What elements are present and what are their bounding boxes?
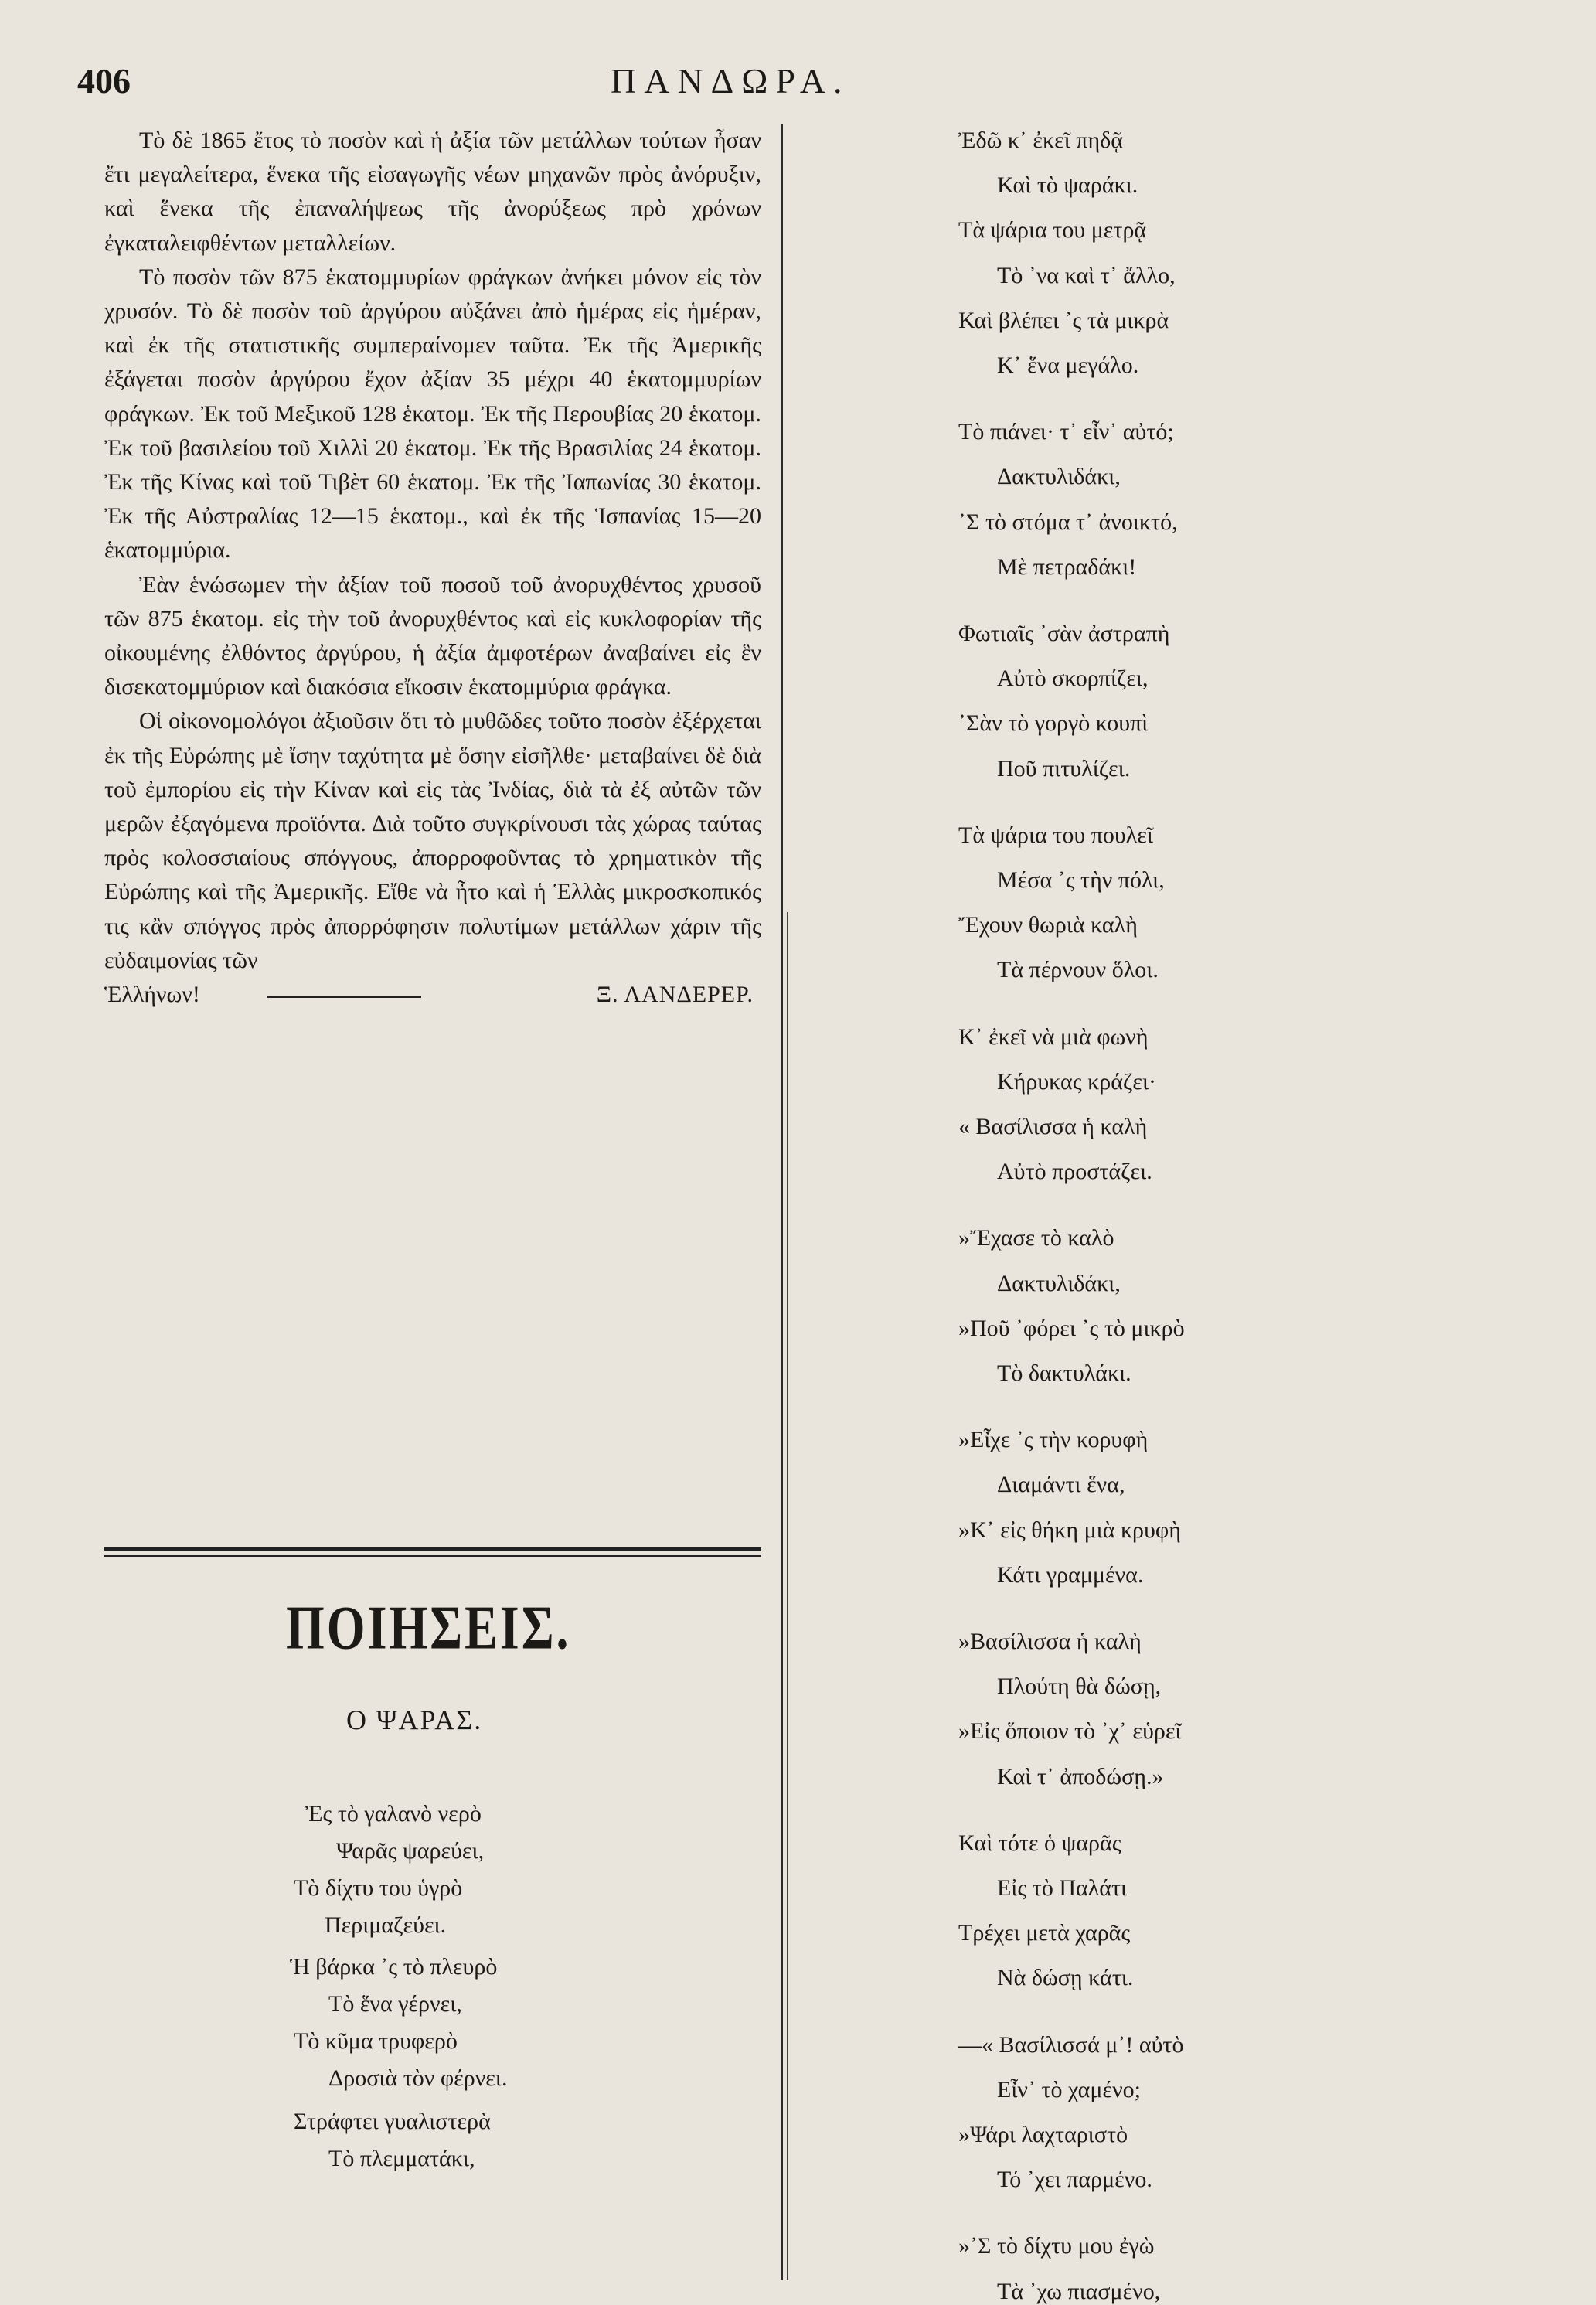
section-divider-thin	[104, 1555, 761, 1557]
section-divider-thick	[104, 1547, 761, 1551]
poem-line: Ἡ βάρκα ᾽ς τὸ πλευρὸ	[290, 1954, 498, 1980]
poem-line: Δακτυλιδάκι,	[997, 464, 1121, 490]
page-header	[77, 60, 912, 114]
poem-line: Δακτυλιδάκι,	[997, 1270, 1121, 1296]
poem-line: —« Βασίλισσά μ᾽! αὐτὸ	[958, 2031, 1184, 2058]
poem-line: Τὸ δακτυλάκι.	[997, 1360, 1131, 1386]
poem-line: Τὸ δίχτυ του ὑγρὸ	[294, 1875, 463, 1901]
column-divider	[781, 124, 783, 2280]
running-title: ΠΑΝΔΩΡΑ.	[611, 61, 850, 100]
poem-line: Δροσιὰ τὸν φέρνει.	[328, 2065, 508, 2091]
poem-line: Εἶν᾽ τὸ χαμένο;	[997, 2076, 1141, 2102]
poem-line: »Εἶχε ᾽ς τὴν κορυφὴ	[958, 1427, 1149, 1453]
poem-line: Εἰς τὸ Παλάτι	[997, 1875, 1128, 1901]
signature-row	[104, 978, 761, 1012]
poem-title: Ο ΨΑΡΑΣ.	[346, 1704, 483, 1735]
poem-line: »Εἰς ὅποιον τὸ ᾽χ᾽ εὑρεῖ	[958, 1718, 1182, 1745]
poem-line: Ἐς τὸ γαλανὸ νερὸ	[305, 1801, 482, 1827]
poem-line: Μὲ πετραδάκι!	[997, 553, 1137, 580]
article-paragraph: Ἐὰν ἑνώσωμεν τὴν ἀξίαν τοῦ ποσοῦ τοῦ ἀνορυχθέντος χρυσοῦ τῶν 875 ἑκατομ. εἰς τὴν τοῦ ἀνορυχθέντος καὶ εἰς κυκλοφορίαν τῆς οἰκουμένης ἐλθόντος ἀργύρου, ἡ ἀξία ἀμφοτέρων ἀναβαίνει εἰς ἓν δισεκατομμύριον καὶ διακόσια εἴκοσιν ἑκατομμύρια φράγκα.	[104, 571, 761, 700]
poem-line: Καὶ βλέπει ᾽ς τὰ μικρὰ	[958, 307, 1169, 333]
poem-line: Τό ᾽χει παρμένο.	[997, 2167, 1152, 2193]
article-paragraph: Τὸ ποσὸν τῶν 875 ἑκατομμυρίων φράγκων ἀνήκει μόνον εἰς τὸν χρυσόν. Τὸ δὲ ποσὸν τοῦ ἀργύρου αὐξάνει ἀπὸ ἡμέρας εἰς ἡμέραν, καὶ ἐκ τῆς στατιστικῆς συμπεραίνομεν ταῦτα. Ἐκ τῆς Ἀμερικῆς ἐξάγεται ποσὸν ἀργύρου ἔχον ἀξίαν 35 μέχρι 40 ἑκατομμυρίων φράγκων. Ἐκ τοῦ Μεξικοῦ 128 ἑκατομ. Ἐκ τῆς Περουβίας 20 ἑκατομ. Ἐκ τοῦ βασιλείου τοῦ Χιλλὶ 20 ἑκατομ. Ἐκ τῆς Βρασιλίας 24 ἑκατομ. Ἐκ τῆς Κίνας καὶ τοῦ Τιβὲτ 60 ἑκατομ. Ἐκ τῆς Ἰαπωνίας 30 ἑκατομ. Ἐκ τῆς Αὐστραλίας 12—15 ἑκατομ., καὶ ἐκ τῆς Ἱσπανίας 15—20 ἑκατομμύρια.	[104, 264, 761, 563]
poem-line: »Ἔχασε τὸ καλὸ	[958, 1225, 1114, 1251]
article-closing-word: Ἑλλήνων!	[104, 982, 200, 1008]
poem-line: Τὰ πέρνουν ὅλοι.	[997, 957, 1159, 983]
poem-line: »Ψάρι λαχταριστὸ	[958, 2122, 1128, 2147]
poem-line: Πλούτη θὰ δώσῃ,	[997, 1673, 1162, 1700]
column-divider-inner	[787, 912, 788, 2280]
poem-line: Καὶ τότε ὁ ψαρᾶς	[958, 1830, 1121, 1856]
poem-line: Ἔχουν θωριὰ καλὴ	[958, 912, 1138, 938]
article-paragraph: Οἱ οἰκονομολόγοι ἀξιοῦσιν ὅτι τὸ μυθῶδες τοῦτο ποσὸν ἐξέρχεται ἐκ τῆς Εὐρώπης μὲ ἴσην ταχύτητα μὲ ὅσην εἰσῆλθε· μεταβαίνει δὲ διὰ τοῦ ἐμπορίου εἰς τὴν Κίναν καὶ εἰς τὰς Ἰνδίας, διὰ τὰ ἐξ αὐτῶν τῶν μερῶν ἐξαγόμενα προϊόντα. Διὰ τοῦτο συγκρίνουσι τὰς χώρας ταύτας πρὸς κολοσσιαίους σπόγγους, ἀπορροφοῦντας τὸ χρηματικὸν τῆς Εὐρώπης καὶ τῆς Ἀμερικῆς. Εἴθε νὰ ἦτο καὶ ἡ Ἑλλὰς μικροσκοπικός τις κἂν σπόγγος πρὸς ἀπορρόφησιν πολυτίμων μετάλλων χάριν τῆς εὐδαιμονίας τῶν	[104, 708, 761, 973]
poem-line: Μέσα ᾽ς τὴν πόλι,	[997, 867, 1165, 893]
poem-line: « Βασίλισσα ἡ καλὴ	[958, 1114, 1148, 1139]
signature-dash-rule	[267, 996, 421, 998]
poem-line: Τὸ ᾽να καὶ τ᾽ ἄλλο,	[997, 262, 1176, 288]
poem-line: Τὰ ψάρια του πουλεῖ	[958, 822, 1153, 848]
poem-line: »᾽Σ τὸ δίχτυ μου ἐγὼ	[958, 2233, 1155, 2259]
page-number: 406	[77, 61, 131, 100]
poem-line: Κάτι γραμμένα.	[997, 1561, 1144, 1588]
author-signature: Ξ. ΛΑΝΔΕΡΕΡ.	[596, 982, 754, 1008]
poem-line: ᾽Σὰν τὸ γοργὸ κουπὶ	[958, 710, 1149, 737]
section-title: ΠΟΙΗΣΕΙΣ.	[286, 1593, 571, 1662]
poem-line: Τὰ ψάρια του μετρᾷ	[958, 217, 1147, 243]
poem-line: Αὐτὸ σκορπίζει,	[997, 666, 1149, 692]
poem-line: »Κ᾽ εἰς θήκη μιὰ κρυφὴ	[958, 1517, 1181, 1543]
poem-line: Αὐτὸ προστάζει.	[997, 1159, 1152, 1185]
poem-line: Στράφτει γυαλιστερὰ	[294, 2109, 491, 2134]
poem-line: Κ᾽ ἐκεῖ νὰ μιὰ φωνὴ	[958, 1023, 1149, 1050]
poem-line: Καὶ τ᾽ ἀποδώσῃ.»	[997, 1763, 1164, 1789]
poem-line: Καὶ τὸ ψαράκι.	[997, 172, 1138, 199]
article-paragraph: Τὸ δὲ 1865 ἔτος τὸ ποσὸν καὶ ἡ ἀξία τῶν μετάλλων τούτων ἦσαν ἔτι μεγαλείτερα, ἕνεκα τῆς εἰσαγωγῆς νέων μηχανῶν πρὸς ἀνόρυξιν, καὶ ἕνεκα τῆς ἐπαναλήψεως τῆς ἀνορύξεως πρὸ χρόνων ἐγκαταλειφθέντων μεταλλείων.	[104, 128, 761, 256]
poem-line: Τὸ ἕνα γέρνει,	[328, 1991, 462, 2017]
poem-line: Τὸ πιάνει· τ᾽ εἶν᾽ αὐτό;	[958, 419, 1174, 445]
poem-line: Νὰ δώσῃ κάτι.	[997, 1965, 1134, 1991]
poem-line: Ἐδῶ κ᾽ ἐκεῖ πηδᾷ	[958, 128, 1124, 153]
poem-line: Τὸ πλεμματάκι,	[328, 2146, 475, 2171]
poem-line: Τρέχει μετὰ χαρᾶς	[958, 1920, 1131, 1946]
poem-line: Τὰ ᾽χω πιασμένο,	[997, 2278, 1161, 2304]
poem-line: Ποῦ πιτυλίζει.	[997, 755, 1131, 781]
poem-line: »Ποῦ ᾽φόρει ᾽ς τὸ μικρὸ	[958, 1315, 1185, 1341]
poem-line: Τὸ κῦμα τρυφερὸ	[294, 2028, 458, 2054]
poem-line: Κ᾽ ἕνα μεγάλο.	[997, 352, 1139, 378]
poem-line: Ψαρᾶς ψαρεύει,	[336, 1838, 485, 1864]
poem-line: Φωτιαῖς ᾽σὰν ἀστραπὴ	[958, 621, 1170, 646]
poem-line: »Βασίλισσα ἡ καλὴ	[958, 1629, 1142, 1654]
poem-line: Περιμαζεύει.	[325, 1912, 447, 1938]
poem-line: ᾽Σ τὸ στόμα τ᾽ ἀνοικτό,	[958, 509, 1178, 535]
poem-line: Κήρυκας κράζει·	[997, 1068, 1157, 1095]
poem-line: Διαμάντι ἕνα,	[997, 1472, 1125, 1498]
article-column	[104, 124, 761, 1012]
